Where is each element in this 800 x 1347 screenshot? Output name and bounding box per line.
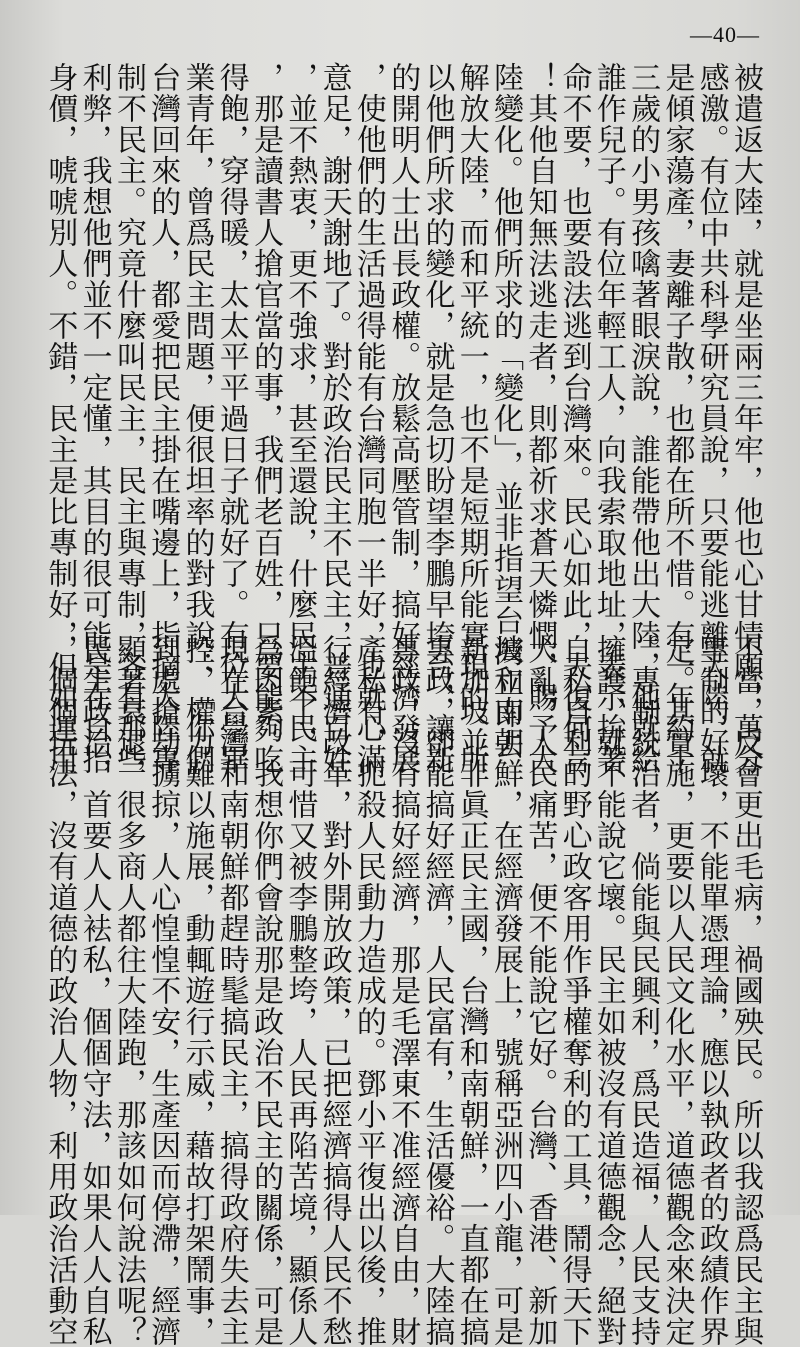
text-column: ，個個玩法，沒有道德的政治人物，利用政治活動空	[42, 634, 78, 1347]
text-column: 顯著衰退，很多商人都往大陸跑，那該如何說法呢？	[110, 634, 146, 1347]
text-column: 制不民主。究竟什麼叫民主，民主與專制，各有那些	[110, 62, 146, 775]
text-column: 大亂，人民痛苦，便不能說它好。台灣、香港、新加	[522, 634, 558, 1347]
text-column: 溫飽了，可惜又被李鵬整垮，人民再陷苦境，顯係人	[282, 634, 318, 1347]
text-column: ，使他們的生活過得能有台灣同胞一半好，也就心滿	[350, 62, 386, 775]
text-column: 控，權力難以施展，動輒遊行示威，藉故打架鬧事，	[179, 634, 215, 1347]
text-column: 身價，唬唬別人。不錯，民主是比專制好，但如運用	[42, 62, 78, 775]
text-column: ，那是讀書人搶官當的事，我們老百姓，只要能夠吃	[248, 62, 284, 775]
text-column: ，並不熱衷，更不強求，甚至還說，什麼民主不民主	[282, 62, 318, 775]
text-column: 定。其實施，更要以人民文化水平，道德觀念來決定	[659, 634, 695, 1347]
text-column: 專政，卻能搞好經濟，人民富有，生活優裕。大陸搞	[419, 634, 455, 1347]
text-column: 利弊，我想他們並不一定懂，其目的很可能是在自抬	[76, 62, 112, 775]
text-column: 自私自利的野心政客用作爭權奪利的工具，鬧得天下	[556, 634, 592, 1347]
page-number: —40—	[690, 22, 760, 47]
text-column: 行經濟改革，對外開放政策，已把經濟搞得人民不愁	[316, 634, 352, 1347]
text-column: 被遣返大陸，就是坐兩三年牢，他也心甘情願，萬分	[728, 62, 763, 775]
text-column: 誰作兒子。有位年輕工人，向我索取地址，表示拚著	[590, 62, 626, 775]
top-text-block	[40, 62, 763, 775]
text-column: 是傾家蕩產，妻離子散，也都在所不惜。有一年約十	[659, 62, 695, 775]
text-column: 三歲的小男孩噙著眼淚說，誰能帶他出大陸，他就給	[625, 62, 661, 775]
text-column: 。專制統治者，倘能與民興利，爲民造福，人民支持	[625, 634, 661, 1347]
text-column: 業青年，曾爲民主問題，便很坦率的對我說：「你們	[179, 62, 215, 775]
text-column: 的開明人士出長政權。放鬆高壓管制，搞好經濟發展	[385, 62, 421, 775]
text-column: 民主政治，首要人人袪私，個個守法，如果人人自私	[76, 634, 112, 1347]
text-column: 新加坡並非眞正民主國，台灣和南朝鮮，一直都在搞	[453, 634, 489, 1347]
text-column: 得飽，穿得暖，太太平平過日子就好了。有位大學畢	[213, 62, 249, 775]
text-column: 以他們所求的變化，就是急切盼望李鵬早垮台，讓新	[419, 62, 455, 775]
text-column: 爲因素。我想你們會說那是政治不民主的關係，可是	[248, 634, 284, 1347]
text-column: 專制的好壞，不能單憑理論，應以執政者的政績作界	[693, 634, 729, 1347]
text-column: 不當，反會更出毛病，禍國殃民。所以我認爲民主與	[728, 634, 763, 1347]
bottom-text-block	[40, 634, 763, 1347]
text-column: 台灣回來的人，都愛把民主掛在嘴邊上，指摘大陸專	[145, 62, 181, 775]
text-column: 命不要，也要設法逃到台灣來。民心如此，夫復何言	[556, 62, 592, 775]
text-column: 陸變化。他們所求的「變化」，並非指望台灣立即去	[488, 62, 524, 760]
text-column: 坡和南朝鮮，在經濟發展上，號稱亞洲四小龍，可是	[488, 634, 524, 1347]
text-column: 感激。有位中共科學研究員說，只要能逃離大陸，就	[693, 62, 729, 775]
text-column: 產私有，扼殺人民動力造成的。鄧小平復出以後，推	[350, 634, 386, 1347]
text-column: 專政，沒有搞好經濟，那是毛澤東不准經濟自由，財	[385, 634, 421, 1347]
text-column: 擁護，就不能說它壞。民主如被沒有道德觀念，絕對	[590, 634, 626, 1347]
text-column: 解放大陸，而和平統一，也不是短期所能實現的。所	[453, 62, 489, 775]
text-column: 現在台灣和南朝鮮都趕時髦搞民主，搞得政府失去主	[213, 634, 249, 1347]
text-column: 到處搶劫擄掠，人心惶惶不安，生產因而停滯，經濟	[145, 634, 181, 1347]
text-column: ！其他自知無法逃走者，則都祈求蒼天憐憫，賜予大	[522, 62, 558, 775]
text-column: 意足，謝天謝地了。對於政治民主不民主，普通百姓	[316, 62, 352, 775]
